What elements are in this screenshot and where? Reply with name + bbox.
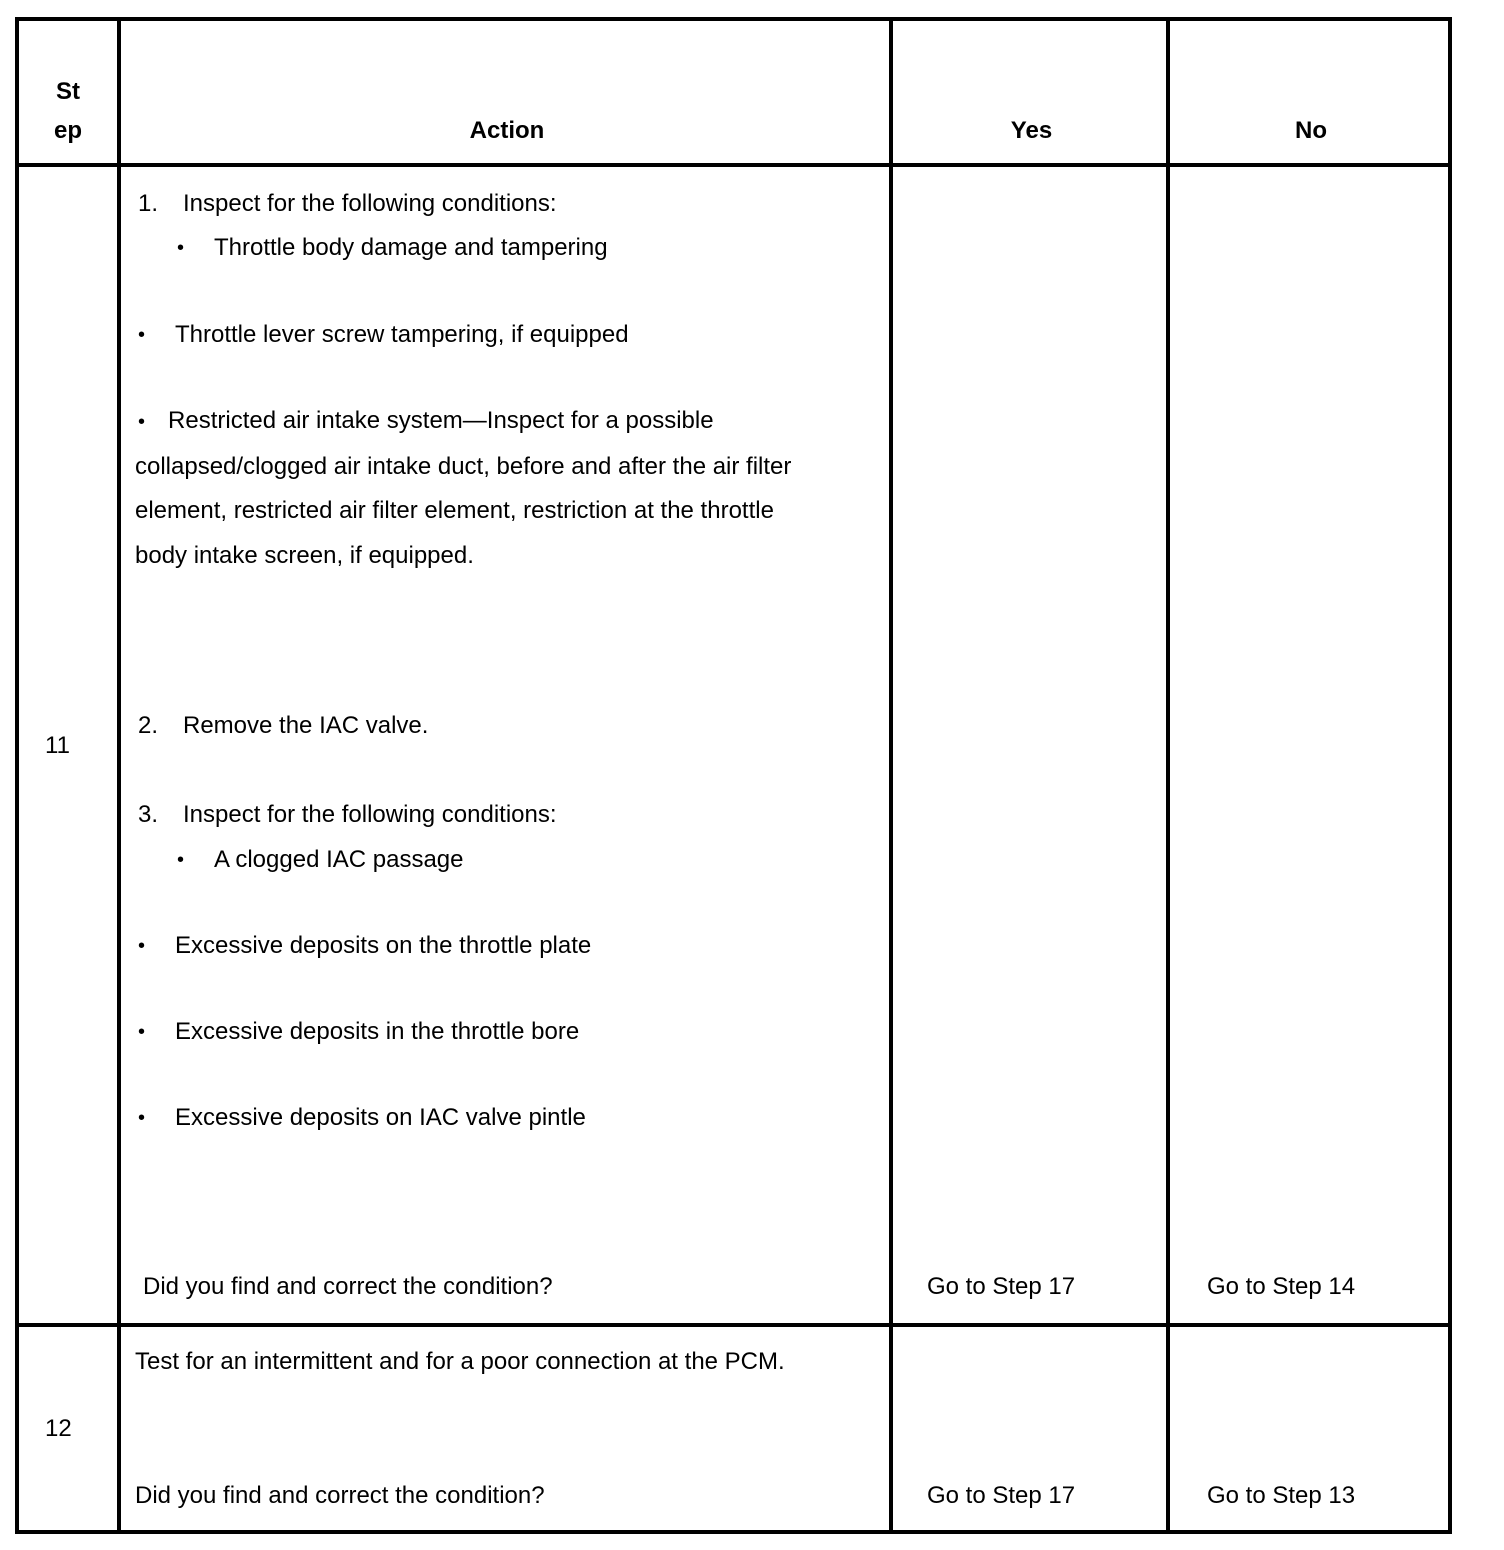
question-row-12: Did you find and correct the condition? xyxy=(135,1482,545,1509)
list-number-1: 1. xyxy=(138,190,159,217)
table-right-border xyxy=(1448,17,1452,1534)
bullet-icon: • xyxy=(138,1107,146,1129)
action-row-12: Test for an intermittent and for a poor connection at the PCM. xyxy=(135,1348,785,1375)
bullet-icon: • xyxy=(177,237,185,259)
sub-item-clogged-iac: A clogged IAC passage xyxy=(214,846,464,873)
item-deposits-iac-pintle: Excessive deposits on IAC valve pintle xyxy=(175,1104,586,1131)
bullet-icon: • xyxy=(138,935,146,957)
step-column-divider xyxy=(117,17,121,1534)
header-yes: Yes xyxy=(1010,117,1053,144)
sub-item-throttle-body: Throttle body damage and tampering xyxy=(214,234,608,261)
remove-iac-valve: Remove the IAC valve. xyxy=(183,712,429,739)
question-row-11: Did you find and correct the condition? xyxy=(143,1273,553,1300)
no-row-11: Go to Step 14 xyxy=(1207,1273,1356,1300)
bullet-icon: • xyxy=(138,324,146,346)
yes-row-12: Go to Step 17 xyxy=(927,1482,1076,1509)
header-action: Action xyxy=(469,117,545,144)
header-no: No xyxy=(1295,117,1327,144)
restricted-air-intake-text: Restricted air intake system—Inspect for a possible collapsed/clogged air intake duct, before and after the air filter element, restricted air filter element, restriction at the throttle body intake screen, if equipped. xyxy=(135,407,792,569)
list-number-3: 3. xyxy=(138,801,159,828)
header-step-line2: ep xyxy=(53,117,82,144)
item-deposits-throttle-plate: Excessive deposits on the throttle plate xyxy=(175,932,592,959)
item-restricted-air-intake xyxy=(135,399,825,578)
table-left-border xyxy=(15,17,19,1534)
yes-row-11: Go to Step 17 xyxy=(927,1273,1076,1300)
item-throttle-lever: Throttle lever screw tampering, if equipped xyxy=(175,321,629,348)
table-top-border xyxy=(15,17,1452,21)
bullet-icon: • xyxy=(138,1021,146,1043)
inspect-heading-3: Inspect for the following conditions: xyxy=(183,801,557,828)
list-number-2: 2. xyxy=(138,712,159,739)
yes-column-divider xyxy=(1166,17,1170,1534)
step-number-12: 12 xyxy=(45,1415,72,1442)
header-bottom-border xyxy=(15,163,1452,167)
no-row-12: Go to Step 13 xyxy=(1207,1482,1356,1509)
bullet-icon: • xyxy=(177,849,185,871)
bullet-icon: • xyxy=(138,411,146,433)
step-number-11: 11 xyxy=(45,732,70,759)
action-column-divider xyxy=(889,17,893,1534)
row-11-bottom-border xyxy=(15,1323,1452,1327)
inspect-heading-1: Inspect for the following conditions: xyxy=(183,190,557,217)
table-bottom-border xyxy=(15,1530,1452,1534)
header-step-line1: St xyxy=(56,78,80,105)
item-deposits-throttle-bore: Excessive deposits in the throttle bore xyxy=(175,1018,580,1045)
